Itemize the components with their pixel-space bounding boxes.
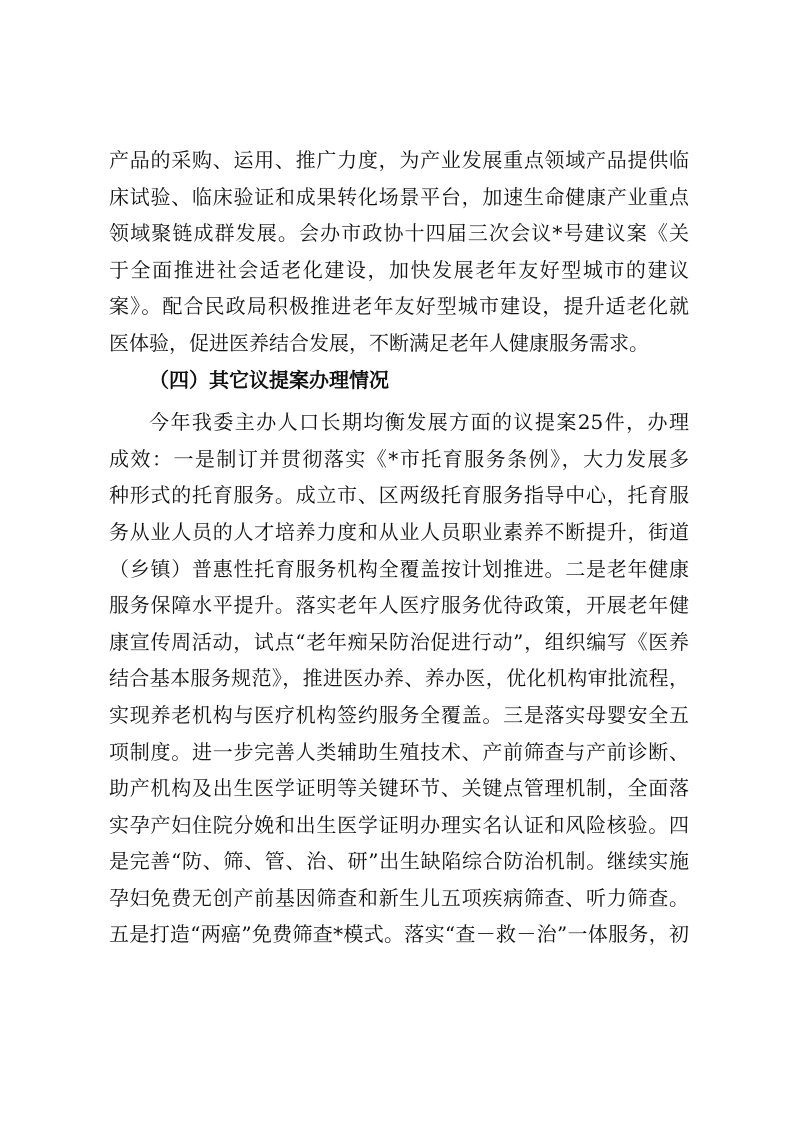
text-line: （乡镇）普惠性托育服务机构全覆盖按计划推进。二是老年健康 [109, 556, 689, 581]
paragraph [109, 404, 689, 953]
text-line: 种形式的托育服务。成立市、区两级托育服务指导中心，托育服 [109, 483, 689, 508]
text-line: 床试验、临床验证和成果转化场景平台，加速生命健康产业重点 [109, 184, 689, 209]
text-line: 案》。配合民政局积极推进老年友好型城市建设，提升适老化就 [109, 294, 689, 319]
text-line: 助产机构及出生医学证明等关键环节、关键点管理机制，全面落 [109, 776, 689, 801]
text-line: 服务保障水平提升。落实老年人医疗服务优待政策，开展老年健 [109, 593, 689, 618]
section-heading: （四）其它议提案办理情况 [149, 367, 389, 392]
text-line: 产品的采购、运用、推广力度，为产业发展重点领域产品提供临 [109, 148, 689, 172]
text-line: 是完善“防、筛、管、治、研”出生缺陷综合防治机制。继续实施 [109, 849, 689, 874]
text-line: 实孕产妇住院分娩和出生医学证明办理实名认证和风险核验。四 [109, 812, 689, 837]
document-body [109, 142, 689, 953]
text-line: 五是打造“两癌”免费筛查*模式。落实“查－救－治”一体服务，初 [109, 922, 689, 947]
paragraph [109, 142, 689, 362]
text-line: 于全面推进社会适老化建设，加快发展老年友好型城市的建议 [109, 257, 689, 282]
text-line: 今年我委主办人口长期均衡发展方面的议提案25件，办理 [149, 410, 689, 435]
text-line: 务从业人员的人才培养力度和从业人员职业素养不断提升，街道 [109, 519, 689, 544]
text-line: 实现养老机构与医疗机构签约服务全覆盖。三是落实母婴安全五 [109, 702, 689, 727]
text-line: 项制度。进一步完善人类辅助生殖技术、产前筛查与产前诊断、 [109, 739, 689, 764]
text-line: 结合基本服务规范》，推进医办养、养办医，优化机构审批流程， [109, 666, 689, 691]
text-line: 孕妇免费无创产前基因筛查和新生儿五项疾病筛查、听力筛查。 [109, 885, 689, 910]
text-line: 领域聚链成群发展。会办市政协十四届三次会议*号建议案《关 [109, 221, 689, 246]
text-line: 成效：一是制订并贯彻落实《*市托育服务条例》，大力发展多 [109, 446, 689, 471]
text-line: 医体验，促进医养结合发展，不断满足老年人健康服务需求。 [109, 330, 649, 355]
text-line: 康宣传周活动，试点“老年痴呆防治促进行动”，组织编写《医养 [109, 629, 689, 654]
